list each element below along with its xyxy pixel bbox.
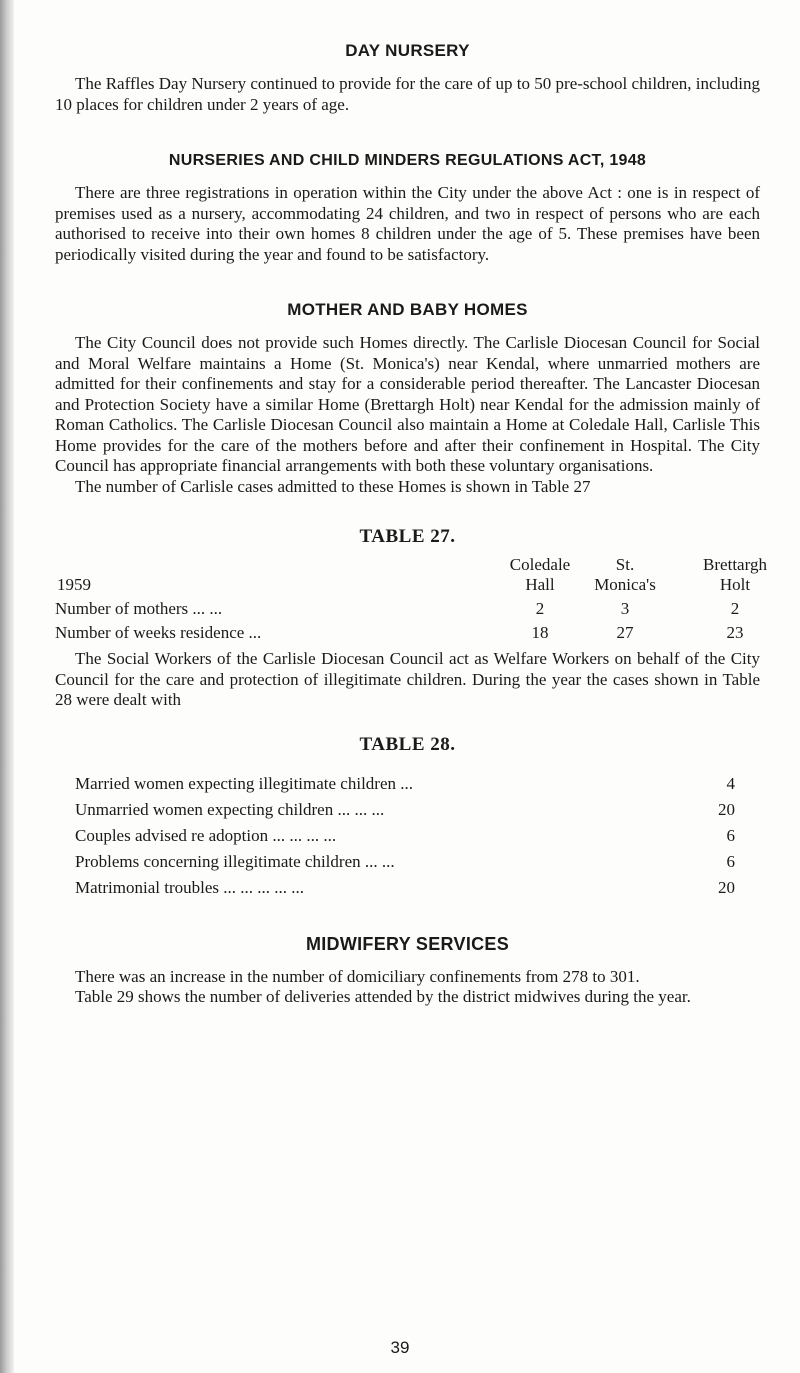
table-27-header-row-1: [55, 555, 767, 575]
table-28-row-value: 4: [726, 773, 735, 793]
table-27-col-2-header-2: Monica's: [594, 575, 656, 594]
table-row: [55, 599, 760, 619]
page-binding-shadow: [0, 0, 14, 1373]
table-row: [55, 623, 760, 643]
paragraph-mother-baby-1: The City Council does not provide such Homes directly. The Carlisle Diocesan Council for Social and Moral Welfare maintains a Home (St. Monica's) near Kendal, where unmarried mothers are admitted for their confinements and stay for a considerable period thereafter. The Lancaster Diocesan and Protection Society have a similar Home (Brettargh Holt) near Kendal for the admission mainly of Roman Catholics. The Carlisle Diocesan Council also maintain a Home at Coledale Hall, Carlisle This Home provides for the care of the mothers before and after their confinement in Hospital. The City Council has appropriate financial arrangements with both these voluntary organisations.: [55, 333, 760, 475]
heading-midwifery-services: MIDWIFERY SERVICES: [305, 933, 510, 954]
table-row: [75, 771, 735, 797]
heading-day-nursery: DAY NURSERY: [345, 41, 470, 60]
paragraph-midwifery-1: There was an increase in the number of domiciliary confinements from 278 to 301.: [75, 966, 640, 986]
table-27-col-3-header: Brettargh: [703, 555, 767, 574]
table-27-col-1-header: Coledale: [509, 555, 571, 574]
paragraph-nurseries-act: There are three registrations in operation within the City under the above Act : one is in respect of premises used as a nursery, accommodating 24 children, and two in respect of persons who are each authorised to receive into their own homes 8 children under the age of 5. These premises have been periodically visited during the year and found to be satisfactory.: [55, 183, 760, 264]
table-row: [75, 875, 735, 901]
table-28-row-value: 6: [726, 825, 735, 845]
heading-mother-baby-homes: MOTHER AND BABY HOMES: [287, 300, 528, 319]
table-27-cell: 27: [616, 623, 634, 642]
page-content: [55, 40, 767, 1008]
table-28-row-value: 20: [718, 799, 735, 819]
table-27-title: TABLE 27.: [359, 526, 456, 547]
table-28-row-value: 6: [726, 851, 735, 871]
table-28-row-label: Matrimonial troubles ... ... ... ... ...: [75, 877, 305, 897]
table-27-year: 1959: [57, 575, 91, 594]
table-27-cell: 23: [726, 623, 744, 642]
table-27-col-2-header: St.: [615, 555, 635, 574]
heading-nurseries-act: NURSERIES AND CHILD MINDERS REGULATIONS ACT, 1948: [168, 152, 647, 169]
table-row: [75, 849, 735, 875]
table-27-row-label: Number of weeks residence ...: [55, 623, 262, 642]
paragraph-day-nursery: The Raffles Day Nursery continued to provide for the care of up to 50 pre-school children, including 10 places for children under 2 years of age.: [55, 74, 760, 114]
table-28-row-value: 20: [718, 877, 735, 897]
table-27-header-row-2: [55, 575, 760, 595]
table-27: [55, 555, 767, 643]
paragraph-midwifery-2: Table 29 shows the number of deliveries attended by the district midwives during the year.: [75, 987, 691, 1006]
table-27-cell: 2: [730, 599, 740, 618]
paragraph-mother-baby-2: The number of Carlisle cases admitted to these Homes is shown in Table 27: [75, 476, 591, 496]
table-27-col-3-header-2: Holt: [719, 575, 751, 594]
paragraph-social-workers: The Social Workers of the Carlisle Diocesan Council act as Welfare Workers on behalf of the City Council for the care and protection of illegitimate children. During the year the cases shown in Table 28 were dealt with: [55, 649, 760, 709]
table-27-row-label: Number of mothers ... ...: [55, 599, 223, 618]
table-28: [75, 771, 735, 901]
table-27-cell: 18: [531, 623, 549, 642]
table-28-row-label: Problems concerning illegitimate children ... ...: [75, 851, 395, 871]
table-28-title: TABLE 28.: [359, 733, 456, 755]
table-28-row-label: Unmarried women expecting children ... ... ...: [75, 799, 385, 819]
table-27-cell: 3: [620, 599, 630, 618]
page-number: 39: [390, 1338, 410, 1357]
table-27-col-1-header-2: Hall: [525, 575, 555, 594]
table-28-row-label: Couples advised re adoption ... ... ... ...: [75, 825, 337, 845]
table-27-cell: 2: [535, 599, 545, 618]
table-row: [75, 797, 735, 823]
table-row: [75, 823, 735, 849]
table-28-row-label: Married women expecting illegitimate children ...: [75, 773, 413, 793]
